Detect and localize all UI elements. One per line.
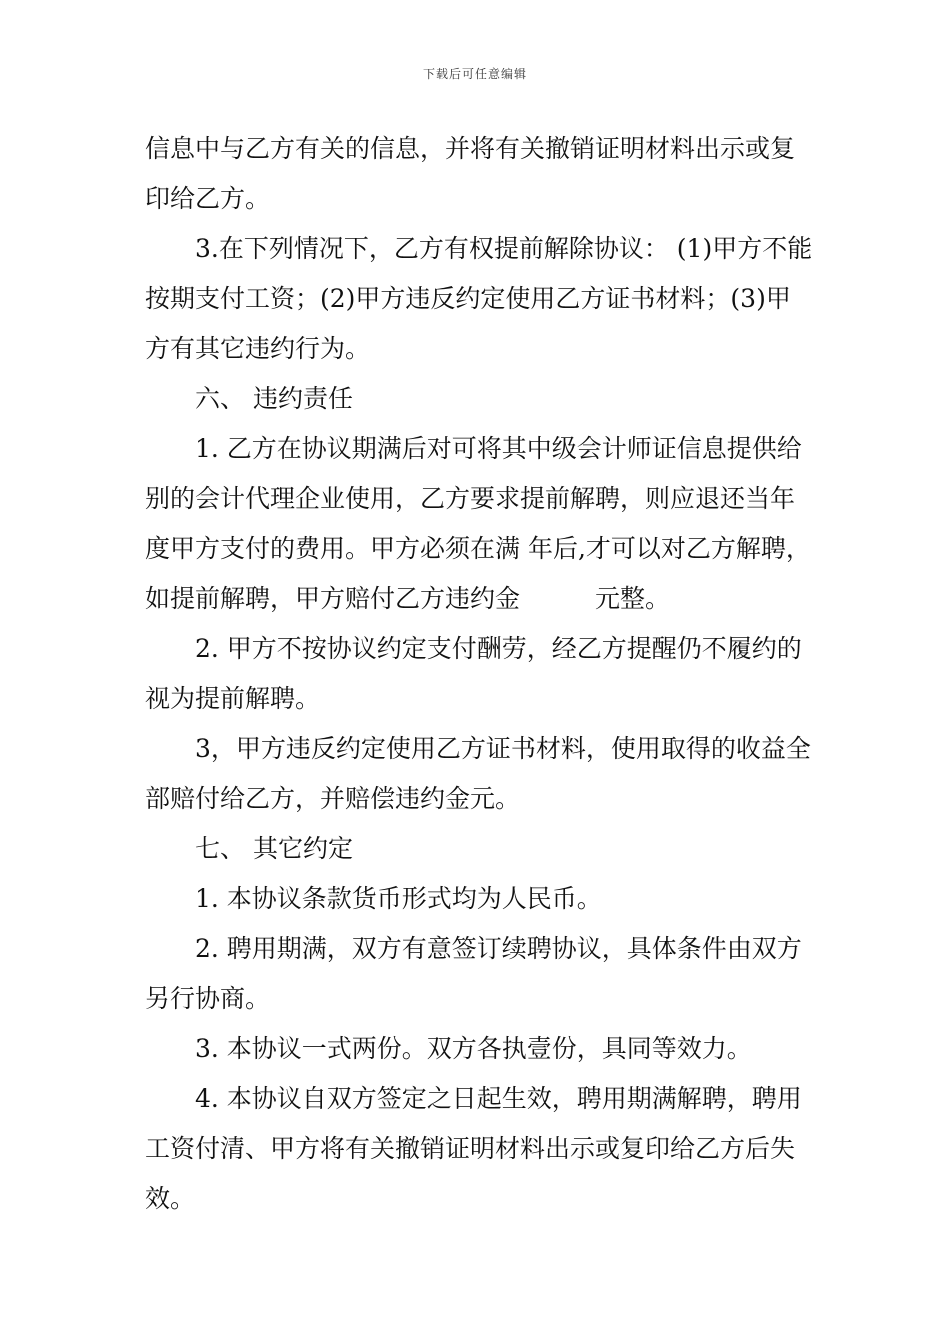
paragraph: 3，甲方违反约定使用乙方证书材料，使用取得的收益全部赔付给乙方，并赔偿违约金元。 [145, 734, 811, 813]
section-heading: 六、 违约责任 [195, 384, 353, 413]
paragraph: 信息中与乙方有关的信息，并将有关撤销证明材料出示或复印给乙方。 [145, 134, 796, 213]
paragraph: 3. 本协议一式两份。双方各执壹份，具同等效力。 [195, 1034, 752, 1063]
paragraph: 3.在下列情况下，乙方有权提前解除协议： (1)甲方不能按期支付工资；(2)甲方违反约定使用乙方证书材料；(3)甲方有其它违约行为。 [145, 234, 813, 363]
document-body [145, 124, 815, 1224]
paragraph: 1. 乙方在协议期满后对可将其中级会计师证信息提供给别的会计代理企业使用，乙方要求提前解聘，则应退还当年度甲方支付的费用。甲方必须在满 年后,才可以对乙方解聘，如提前解聘，甲方赔付乙方违约金 元整。 [145, 434, 811, 613]
page-header-note: 下载后可任意编辑 [422, 67, 527, 81]
paragraph: 2. 聘用期满，双方有意签订续聘协议，具体条件由双方另行协商。 [145, 934, 802, 1013]
paragraph: 1. 本协议条款货币形式均为人民币。 [195, 884, 602, 913]
paragraph: 2. 甲方不按协议约定支付酬劳，经乙方提醒仍不履约的视为提前解聘。 [145, 634, 802, 713]
paragraph: 4. 本协议自双方签定之日起生效，聘用期满解聘，聘用工资付清、甲方将有关撤销证明材料出示或复印给乙方后失效。 [145, 1084, 802, 1213]
section-heading: 七、 其它约定 [195, 834, 353, 863]
